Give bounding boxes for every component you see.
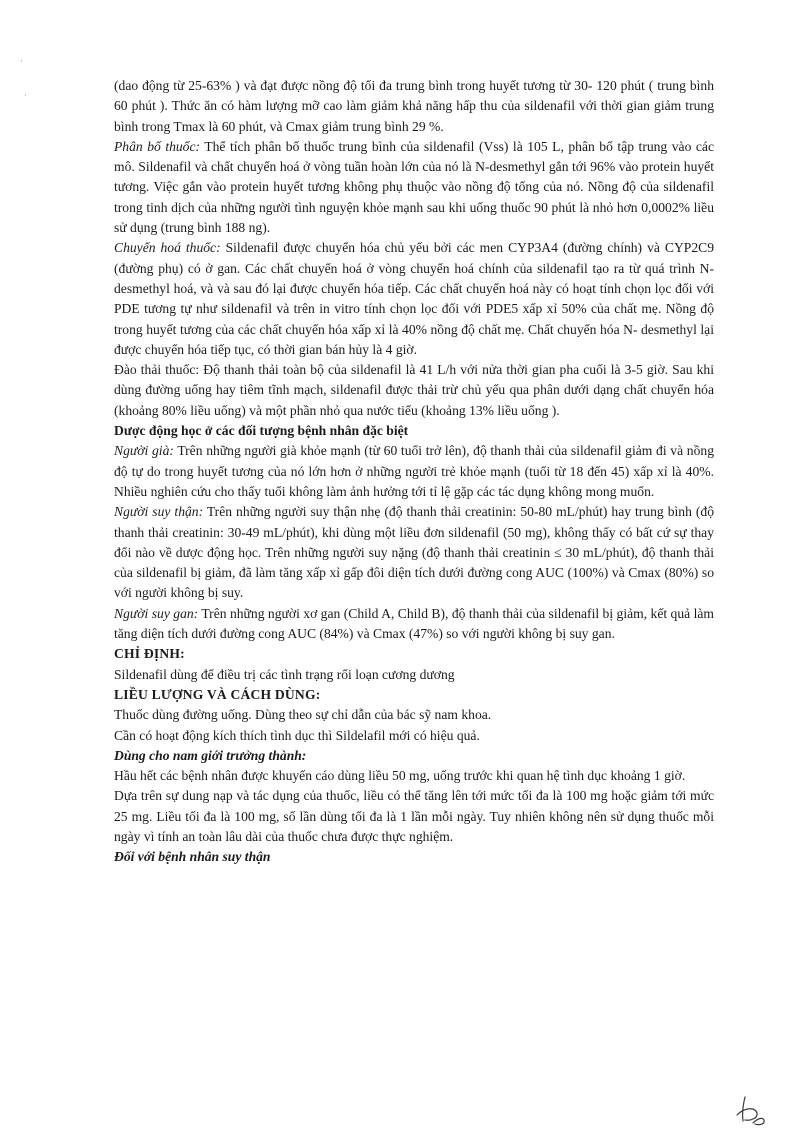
renal-dosage-heading: Đối với bệnh nhân suy thận (114, 849, 271, 865)
hepatic-paragraph (114, 604, 714, 645)
pharmacokinetics-absorption-continued: (dao động từ 25-63% ) và đạt được nồng độ tối đa trung bình trong huyết tương từ 30- 120 phút ( trung bình 60 phút ). Thức ăn có hàm lượng mỡ cao làm giảm khả năng hấp thu của sildenafil với thời gian giảm trung bình trong Tmax là 60 phút, và Cmax giảm trung bình 29 %. (114, 78, 714, 134)
distribution-paragraph (114, 137, 714, 238)
scan-mark: · (20, 56, 23, 66)
adult-dosage-text-1: Hầu hết các bệnh nhân được khuyến cáo dùng liều 50 mg, uống trước khi quan hệ tình dục khoảng 1 giờ. (114, 768, 686, 784)
dosage-heading: LIỀU LƯỢNG VÀ CÁCH DÙNG: (114, 686, 321, 702)
metabolism-label: Chuyển hoá thuốc: (114, 240, 221, 256)
elderly-text: Trên những người già khỏe mạnh (từ 60 tuổi trở lên), độ thanh thải của sildenafil giảm đi và nồng độ tự do trong huyết tương của nó lớn hơn ở những người trẻ khỏe mạnh (tuổi từ 18 đến 45) xấp xỉ là 40%. Nhiều nghiên cứu cho thấy tuổi không làm ảnh hưởng tới tỉ lệ gặp các tác dụng không mong muốn. (114, 443, 714, 499)
indication-heading: CHỈ ĐỊNH: (114, 646, 185, 662)
metabolism-paragraph (114, 238, 714, 360)
indication-text: Sildenafil dùng để điều trị các tình trạng rối loạn cương dương (114, 666, 455, 682)
special-populations-heading: Dược động học ở các đối tượng bệnh nhân đặc biệt (114, 423, 409, 439)
dosage-line-2: Cần có hoạt động kích thích tình dục thì Sildelafil mới có hiệu quả. (114, 727, 480, 743)
renal-text: Trên những người suy thận nhẹ (độ thanh thải creatinin: 50-80 mL/phút) hay trung bình (độ thanh thải creatinin: 30-49 mL/phút), khi dùng một liều đơn sildenafil (50 mg), không thấy có bất cứ sự thay đổi nào về dược động học. Trên những người suy nặng (độ thanh thải creatinin ≤ 30 mL/phút), độ thanh thải của sildenafil bị giảm, đã làm tăng xấp xỉ gấp đôi diện tích dưới đường cong AUC (100%) và Cmax (80%) so với người không bị suy. (114, 504, 714, 601)
renal-paragraph (114, 502, 714, 603)
initials-signature-icon (731, 1093, 771, 1127)
distribution-label: Phân bố thuốc: (114, 138, 201, 154)
renal-label: Người suy thận: (114, 504, 204, 520)
elimination-paragraph: Đào thải thuốc: Độ thanh thải toàn bộ của sildenafil là 41 L/h với nửa thời gian pha cuối là 3-5 giờ. Sau khi dùng đường uống hay tiêm tĩnh mạch, sildenafil được thải trừ chủ yếu qua phân dưới dạng chất chuyển hóa (khoảng 80% liều uống) và một phần nhỏ qua nước tiểu (khoảng 13% liều uống ). (114, 362, 714, 418)
dosage-line-1: Thuốc dùng đường uống. Dùng theo sự chỉ dẫn của bác sỹ nam khoa. (114, 707, 492, 723)
scan-mark: · (24, 90, 27, 100)
document-page (114, 76, 714, 868)
adult-dosage-text-2: Dựa trên sự dung nạp và tác dụng của thuốc, liều có thể tăng lên tới mức tối đa là 100 mg hoặc giảm tới mức 25 mg. Liều tối đa là 100 mg, số lần dùng tối đa là 1 lần mỗi ngày. Tuy nhiên không nên sử dụng thuốc mỗi ngày vì tính an toàn lâu dài của thuốc chưa được thực nghiệm. (114, 788, 714, 844)
metabolism-text: Sildenafil được chuyển hóa chủ yếu bởi các men CYP3A4 (đường chính) và CYP2C9 (đường phụ) có ở gan. Các chất chuyển hoá ở vòng chuyển hoá chính của sildenafil tạo ra từ quá trình N-desmethyl hoá, và và sau đó lại được chuyển hóa tiếp. Các chất chuyển hoá này có hoạt tính chọn lọc đối với PDE tương tự như sildenafil và trên in vitro tính chọn lọc đối với PDE5 xấp xỉ 50% của chất mẹ. Nồng độ trong huyết tương của các chất chuyển hóa xấp xỉ là 40% nồng độ chất mẹ. Chất chuyển hóa N- desmethyl lại được chuyển hóa tiếp tục, có thời gian bán hủy là 4 giờ. (114, 240, 714, 357)
hepatic-text: Trên những người xơ gan (Child A, Child B), độ thanh thải của sildenafil bị giảm, kết quả làm tăng diện tích dưới đường cong AUC (84%) và Cmax (47%) so với người không bị suy gan. (114, 605, 714, 642)
elderly-label: Người già: (114, 443, 174, 459)
adult-dosage-heading: Dùng cho nam giới trưởng thành: (114, 747, 307, 763)
hepatic-label: Người suy gan: (114, 605, 199, 621)
elderly-paragraph (114, 441, 714, 502)
distribution-text: Thể tích phân bố thuốc trung bình của sildenafil (Vss) là 105 L, phân bố tập trung vào các mô. Sildenafil và chất chuyển hoá ở vòng tuần hoàn lớn của nó là N-desmethyl gắn tới 96% vào protein huyết tương. Việc gắn vào protein huyết tương không phụ thuộc vào nồng độ tổng của nó. Nồng độ của sildenafil trong tinh dịch của những người tình nguyện khỏe mạnh sau khi uống thuốc 90 phút là nhỏ hơn 0,0002% liều sử dụng (trung bình 188 ng). (114, 138, 714, 236)
